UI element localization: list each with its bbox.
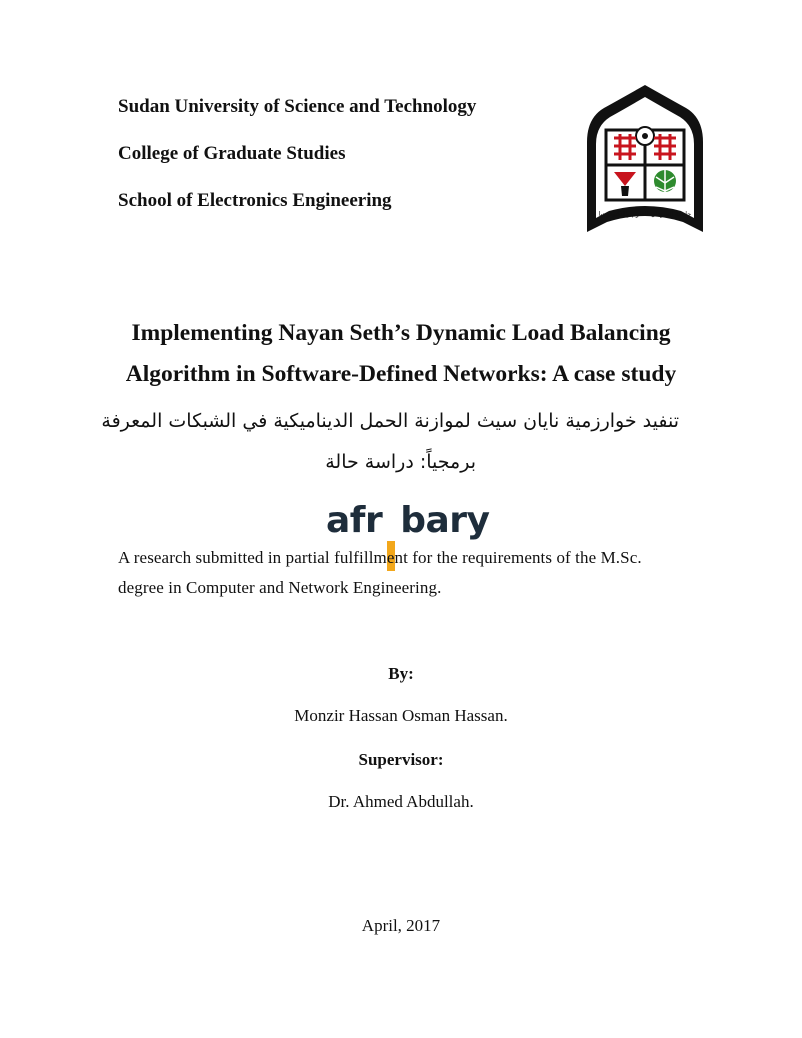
- description-line-1: A research submitted in partial fulfillment for the requirements of the M.Sc.: [118, 548, 642, 567]
- college-name: College of Graduate Studies: [118, 143, 346, 164]
- author-name: Monzir Hassan Osman Hassan.: [294, 706, 508, 725]
- supervisor-label: Supervisor:: [358, 750, 444, 769]
- arabic-title-line-1: تنفيد خوارزمية نايان سيث لموازنة الحمل الديناميكية في الشبكات المعرفة: [101, 410, 679, 432]
- university-name: Sudan University of Science and Technology: [118, 96, 477, 117]
- svg-text:جامعة السودان للعلوم والتكنولو: جامعة السودان للعلوم والتكنولوجيا: [598, 210, 692, 218]
- university-crest-logo: [584, 82, 706, 234]
- description-line-2: degree in Computer and Network Engineering.: [118, 578, 442, 597]
- author-label: By:: [388, 664, 414, 683]
- arabic-title-line-2: برمجياً: دراسة حالة: [325, 451, 476, 473]
- supervisor-name: Dr. Ahmed Abdullah.: [328, 792, 474, 811]
- thesis-title-line-2: Algorithm in Software-Defined Networks: A case study: [125, 361, 677, 387]
- afribary-watermark: afr bary: [326, 500, 490, 541]
- submission-date: April, 2017: [361, 916, 441, 935]
- school-name: School of Electronics Engineering: [118, 190, 392, 211]
- thesis-title-line-1: Implementing Nayan Seth’s Dynamic Load Balancing: [131, 320, 671, 346]
